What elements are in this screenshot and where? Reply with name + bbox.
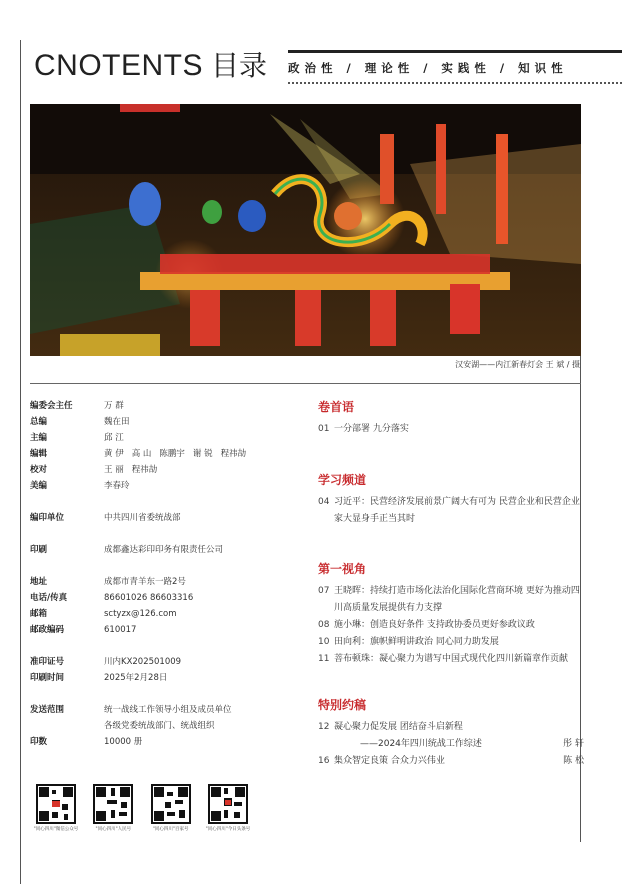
label-print-date: 印刷时间 xyxy=(30,673,65,683)
masthead-row-distribution xyxy=(30,702,300,718)
masthead-row-proofreaders xyxy=(30,462,300,478)
qr-wechat[interactable] xyxy=(30,784,82,832)
label-proofreaders: 校对 xyxy=(30,465,48,475)
toc-item[interactable] xyxy=(318,494,584,528)
qr-code-icon xyxy=(208,784,248,824)
value-address: 成都市青羊东一路2号 xyxy=(104,577,186,587)
value-distribution: 统一战线工作领导小组及成员单位 xyxy=(104,705,232,715)
toc-item-title: 田向利：旗帜鲜明讲政治 同心同力助发展 xyxy=(334,637,499,647)
section-heading-study: 学习频道 xyxy=(318,473,367,487)
label-permit: 准印证号 xyxy=(30,657,65,667)
toc-subtitle-text: ——2024年四川统战工作综述 xyxy=(360,739,482,749)
qr-caption: "同心四川"百家号 xyxy=(152,827,189,832)
toc-page-number: 07 xyxy=(318,586,330,596)
value-organizer: 中共四川省委统战部 xyxy=(104,513,181,523)
lantern-festival-illustration xyxy=(30,104,581,356)
qr-code-icon xyxy=(93,784,133,824)
label-email: 邮箱 xyxy=(30,609,48,619)
section-heading-special: 特别约稿 xyxy=(318,698,367,712)
value-proofreaders xyxy=(104,462,264,478)
label-editor-in-charge: 主编 xyxy=(30,433,48,443)
toc-item-title: 王晓晖：持续打造市场化法治化国际化营商环境 更好为推动四川高质量发展提供有力支撑 xyxy=(334,586,580,613)
toc-page-number: 16 xyxy=(318,756,330,766)
toc-item-title: 凝心聚力促发展 团结奋斗启新程 xyxy=(334,722,463,732)
label-printer: 印刷 xyxy=(30,545,48,555)
value-editors xyxy=(104,446,264,462)
value-chief-editor: 魏在田 xyxy=(104,417,130,427)
toc-item-subtitle xyxy=(318,736,584,753)
toc-page-number: 04 xyxy=(318,497,330,507)
masthead xyxy=(30,398,300,750)
proofreader-name: 程祎劼 xyxy=(131,465,158,475)
label-organizer: 编印单位 xyxy=(30,513,65,523)
toc-item-title: 习近平：民营经济发展前景广阔大有可为 民营企业和民营企业家大显身手正当其时 xyxy=(334,497,580,524)
label-address: 地址 xyxy=(30,577,48,587)
masthead-row-director xyxy=(30,398,300,414)
toc-page-number: 10 xyxy=(318,637,330,647)
label-copies: 印数 xyxy=(30,737,48,747)
toc-item-title: 菩布顿珠：凝心聚力为谱写中国式现代化四川新篇章作贡献 xyxy=(334,654,569,664)
toc-page-number: 01 xyxy=(318,424,330,434)
label-postcode: 邮政编码 xyxy=(30,625,65,635)
qr-caption: "同心四川"微信公众号 xyxy=(33,827,79,832)
masthead-row-email xyxy=(30,606,300,622)
toc-item[interactable] xyxy=(318,617,584,634)
tagline-top-bar xyxy=(288,50,622,53)
toc-item-title: 施小琳：创造良好条件 支持政协委员更好参政议政 xyxy=(334,620,535,630)
qr-code-icon xyxy=(36,784,76,824)
value-postcode: 610017 xyxy=(104,625,137,635)
section-heading-first-view: 第一视角 xyxy=(318,562,367,576)
section-divider xyxy=(30,383,581,384)
toc-page-number: 08 xyxy=(318,620,330,630)
value-distribution-2: 各级党委统战部门、统战组织 xyxy=(104,721,215,731)
masthead-row-chief-editor xyxy=(30,414,300,430)
editor-name: 程祎劼 xyxy=(220,449,247,459)
value-email: sctyzx@126.com xyxy=(104,609,177,619)
masthead-row-phone xyxy=(30,590,300,606)
masthead-row-address xyxy=(30,574,300,590)
value-copies: 10000 册 xyxy=(104,737,143,747)
qr-caption: "同心四川"人民号 xyxy=(95,827,132,832)
label-editors: 编辑 xyxy=(30,449,48,459)
value-permit: 川内KX202501009 xyxy=(104,657,182,667)
value-editor-in-charge: 邱 江 xyxy=(104,433,124,443)
toc-item[interactable] xyxy=(318,634,584,651)
tagline-block xyxy=(288,50,622,84)
masthead-row-organizer xyxy=(30,510,300,526)
page-title xyxy=(34,44,267,84)
qr-toutiao[interactable] xyxy=(202,784,254,832)
masthead-row-postcode xyxy=(30,622,300,638)
tagline: 政治性 / 理论性 / 实践性 / 知识性 xyxy=(288,61,568,75)
toc-page-number: 12 xyxy=(318,722,330,732)
masthead-row-copies xyxy=(30,734,300,750)
title-english: CNOTENTS xyxy=(34,49,203,82)
qr-baijia[interactable] xyxy=(145,784,197,832)
tagline-dotted-rule xyxy=(288,82,622,84)
toc-item[interactable] xyxy=(318,719,584,736)
masthead-row-permit xyxy=(30,654,300,670)
masthead-row-print-date xyxy=(30,670,300,686)
toc-item[interactable] xyxy=(318,753,584,770)
masthead-row-printer xyxy=(30,542,300,558)
label-art-editor: 美编 xyxy=(30,481,48,491)
left-rule xyxy=(20,40,21,884)
toc-item[interactable] xyxy=(318,583,584,617)
title-chinese: 目录 xyxy=(211,49,268,82)
value-art-editor: 李春玲 xyxy=(104,481,130,491)
toc-item[interactable] xyxy=(318,421,584,438)
qr-code-row xyxy=(30,784,254,832)
proofreader-name: 王 丽 xyxy=(104,465,124,475)
toc-item-title: 集众智定良策 合众力兴伟业 xyxy=(334,756,445,766)
value-printer: 成都鑫达彩印印务有限责任公司 xyxy=(104,545,224,555)
masthead-row-art-editor xyxy=(30,478,300,494)
masthead-row-editor-in-charge xyxy=(30,430,300,446)
section-heading-preface: 卷首语 xyxy=(318,400,355,414)
toc-author: 彤 轩 xyxy=(563,739,584,749)
value-phone: 86601026 86603316 xyxy=(104,593,194,603)
photo-caption: 汉安湖——内江新春灯会 王 斌 / 摄 xyxy=(455,360,580,369)
masthead-row-editors xyxy=(30,446,300,462)
toc-page-number: 11 xyxy=(318,654,330,664)
qr-caption: "同心四川"今日头条号 xyxy=(205,827,251,832)
toc-item-title: 一分部署 九分落实 xyxy=(334,424,409,434)
qr-code-icon xyxy=(151,784,191,824)
label-chief-editor: 总编 xyxy=(30,417,48,427)
cover-photo xyxy=(30,104,581,356)
editor-name: 高 山 xyxy=(131,449,152,459)
label-director: 编委会主任 xyxy=(30,401,73,411)
toc-author: 陈 松 xyxy=(563,756,584,766)
value-print-date: 2025年2月28日 xyxy=(104,673,168,683)
label-distribution: 发送范围 xyxy=(30,705,65,715)
qr-renmin[interactable] xyxy=(87,784,139,832)
toc-item[interactable] xyxy=(318,651,584,668)
masthead-row-distribution-2 xyxy=(30,718,300,734)
value-director: 万 群 xyxy=(104,401,124,411)
editor-name: 谢 锐 xyxy=(192,449,213,459)
editor-name: 黄 伊 xyxy=(104,449,124,459)
label-phone: 电话/传真 xyxy=(30,593,68,603)
editor-name: 陈鹏宇 xyxy=(159,449,185,459)
table-of-contents xyxy=(318,398,584,770)
